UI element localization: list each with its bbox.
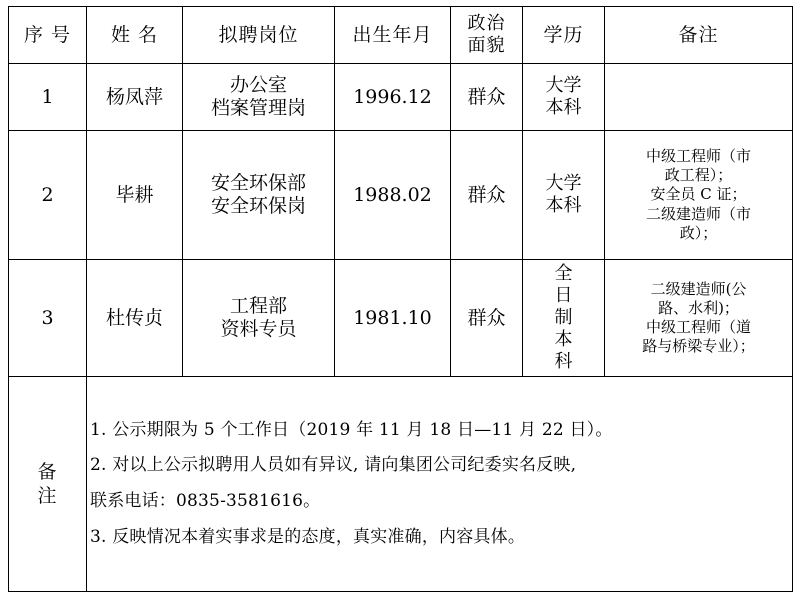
- cell-remark: [605, 260, 793, 377]
- table-row: [9, 260, 793, 377]
- cell-post-line2: 安全环保岗: [210, 195, 306, 217]
- cell-education-line2: 本科: [545, 195, 582, 216]
- cell-birth: 1996.12: [335, 64, 451, 131]
- cell-remark-line: 安全员 C 证；: [650, 185, 747, 204]
- cell-remark: [605, 131, 793, 260]
- cell-education: [523, 260, 605, 377]
- cell-remark: [605, 64, 793, 131]
- cell-remark-line: 路、水利)；: [658, 298, 739, 317]
- cell-name: 杨凤萍: [87, 64, 183, 131]
- cell-education-line4: 本: [554, 328, 573, 350]
- cell-post: [183, 260, 335, 377]
- header-cell-education: 学历: [523, 7, 605, 64]
- cell-political: 群众: [451, 131, 523, 260]
- cell-post: [183, 64, 335, 131]
- header-cell-post: 拟聘岗位: [183, 7, 335, 64]
- cell-education: [523, 64, 605, 131]
- cell-seq: 3: [9, 260, 87, 377]
- header-cell-name: 姓 名: [87, 7, 183, 64]
- header-political-line2: 面貌: [467, 35, 506, 56]
- header-cell-birth: 出生年月: [335, 7, 451, 64]
- footer-note-item: 3. 反映情况本着实事求是的态度，真实准确，内容具体。: [90, 526, 526, 547]
- candidate-announcement-table: [8, 6, 793, 592]
- cell-post: [183, 131, 335, 260]
- header-cell-seq: 序 号: [9, 7, 87, 64]
- cell-remark-line: 政）；: [679, 223, 718, 242]
- cell-seq: 2: [9, 131, 87, 260]
- footer-note-item: 联系电话：0835-3581616。: [90, 491, 321, 511]
- cell-political: 群众: [451, 260, 523, 377]
- table-row: [9, 64, 793, 131]
- footer-label: [9, 377, 87, 592]
- header-cell-remark: 备注: [605, 7, 793, 64]
- header-cell-political: [451, 7, 523, 64]
- cell-education-line1: 大学: [545, 75, 582, 97]
- cell-remark-line: 政工程）；: [664, 166, 733, 185]
- footer-label-char1: 备: [37, 460, 58, 483]
- cell-post-line1: 办公室: [229, 73, 287, 96]
- cell-post-line1: 工程部: [229, 294, 287, 317]
- cell-birth: 1988.02: [335, 131, 451, 260]
- cell-political: 群众: [451, 64, 523, 131]
- cell-remark-line: 中级工程师（道: [645, 318, 751, 336]
- cell-education: [523, 131, 605, 260]
- table-header-row: [9, 7, 793, 64]
- footer-note-item: 2. 对以上公示拟聘用人员如有异议, 请向集团公司纪委实名反映,: [90, 455, 577, 476]
- cell-education-line2: 日: [554, 285, 573, 307]
- footer-notes: [87, 377, 793, 592]
- footer-note-item: 1. 公示期限为 5 个工作日（2019 年 11 月 18 日—11 月 22 日）。: [90, 419, 613, 440]
- cell-post-line2: 资料专员: [220, 318, 297, 340]
- cell-post-line2: 档案管理岗: [210, 97, 306, 119]
- cell-name: 杜传贞: [87, 260, 183, 377]
- cell-education-line1: 大学: [545, 173, 582, 195]
- cell-education-line3: 制: [554, 307, 573, 329]
- cell-remark-line: 路与桥梁专业）；: [642, 337, 755, 356]
- cell-name: 毕耕: [87, 131, 183, 260]
- cell-remark-line: 中级工程师（市: [645, 147, 751, 166]
- cell-post-line1: 安全环保部: [210, 171, 306, 194]
- header-political-line1: 政治: [467, 13, 506, 35]
- footer-label-char2: 注: [37, 485, 58, 507]
- cell-education-line1: 全: [554, 263, 573, 285]
- table-footer-row: [9, 377, 793, 592]
- cell-birth: 1981.10: [335, 260, 451, 377]
- cell-remark-line: 二级建造师（市: [645, 204, 751, 223]
- cell-education-line2: 本科: [545, 97, 582, 118]
- cell-remark-line: 二级建造师(公: [650, 279, 747, 298]
- table-row: [9, 131, 793, 260]
- cell-education-line5: 科: [554, 350, 573, 372]
- cell-seq: 1: [9, 64, 87, 131]
